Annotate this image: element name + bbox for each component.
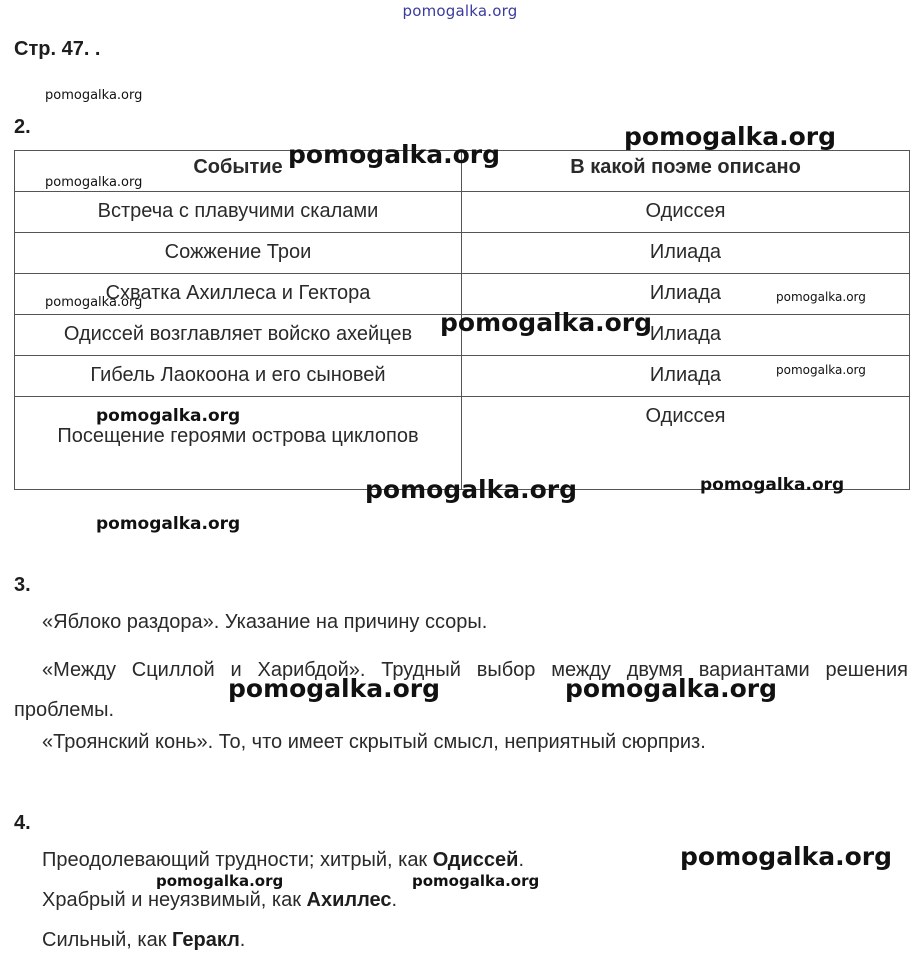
watermark-text: pomogalka.org	[45, 295, 143, 310]
trait-end: .	[391, 889, 398, 911]
table-row	[15, 192, 910, 233]
watermark-text: pomogalka.org	[776, 290, 866, 304]
event-cell: Посещение героями острова циклопов	[15, 397, 462, 490]
idiom-item: «Между Сциллой и Харибдой». Трудный выбор между двумя вариантами решения проблемы.	[14, 659, 908, 721]
trait-line	[42, 928, 245, 952]
top-watermark: pomogalka.org	[402, 2, 518, 20]
trait-text: Храбрый и неуязвимый, как	[42, 889, 307, 911]
event-cell: Сожжение Трои	[15, 233, 462, 274]
watermark-text: pomogalka.org	[624, 122, 837, 151]
event-cell: Встреча с плавучими скалами	[15, 192, 462, 233]
watermark-text: pomogalka.org	[156, 872, 284, 890]
watermark-text: pomogalka.org	[680, 842, 893, 871]
hero-name: Ахиллес	[306, 889, 392, 911]
watermark-text: pomogalka.org	[700, 475, 845, 495]
trait-line	[42, 888, 397, 912]
watermark-text: pomogalka.org	[440, 308, 653, 337]
event-cell: Гибель Лаокоона и его сыновей	[15, 356, 462, 397]
poem-cell: Илиада	[462, 274, 910, 315]
task-3-number: 3.	[14, 574, 31, 596]
hero-name: Одиссей	[432, 849, 519, 871]
header-poem: В какой поэме описано	[462, 151, 910, 192]
poem-cell: Илиада	[462, 233, 910, 274]
trait-text: Сильный, как	[42, 929, 173, 951]
watermark-text: pomogalka.org	[412, 872, 540, 890]
trait-end: .	[239, 929, 246, 951]
watermark-text: pomogalka.org	[228, 674, 441, 703]
poem-cell: Одиссея	[462, 192, 910, 233]
task-4-number: 4.	[14, 812, 31, 834]
watermark-text: pomogalka.org	[45, 88, 143, 103]
watermark-text: pomogalka.org	[288, 140, 501, 169]
page-reference: Стр. 47. .	[14, 38, 101, 60]
watermark-text: pomogalka.org	[365, 475, 578, 504]
watermark-text: pomogalka.org	[96, 514, 241, 534]
event-cell: Схватка Ахиллеса и Гектора	[15, 274, 462, 315]
watermark-text: pomogalka.org	[565, 674, 778, 703]
trait-end: .	[518, 849, 525, 871]
hero-name: Геракл	[172, 929, 240, 951]
poem-cell: Илиада	[462, 356, 910, 397]
event-cell: Одиссей возглавляет войско ахейцев	[15, 315, 462, 356]
header-event: Событие	[15, 151, 462, 192]
watermark-text: pomogalka.org	[776, 363, 866, 377]
trait-text: Преодолевающий трудности; хитрый, как	[42, 849, 433, 871]
idiom-item: «Яблоко раздора». Указание на причину ссоры.	[42, 611, 488, 633]
poem-cell: Илиада	[462, 315, 910, 356]
table-row	[15, 233, 910, 274]
poem-cell: Одиссея	[462, 397, 910, 490]
watermark-text: pomogalka.org	[96, 406, 241, 426]
trait-line	[42, 848, 524, 872]
idiom-item: «Троянский конь». То, что имеет скрытый смысл, неприятный сюрприз.	[42, 731, 706, 753]
task-2-number: 2.	[14, 116, 31, 138]
watermark-text: pomogalka.org	[45, 175, 143, 190]
